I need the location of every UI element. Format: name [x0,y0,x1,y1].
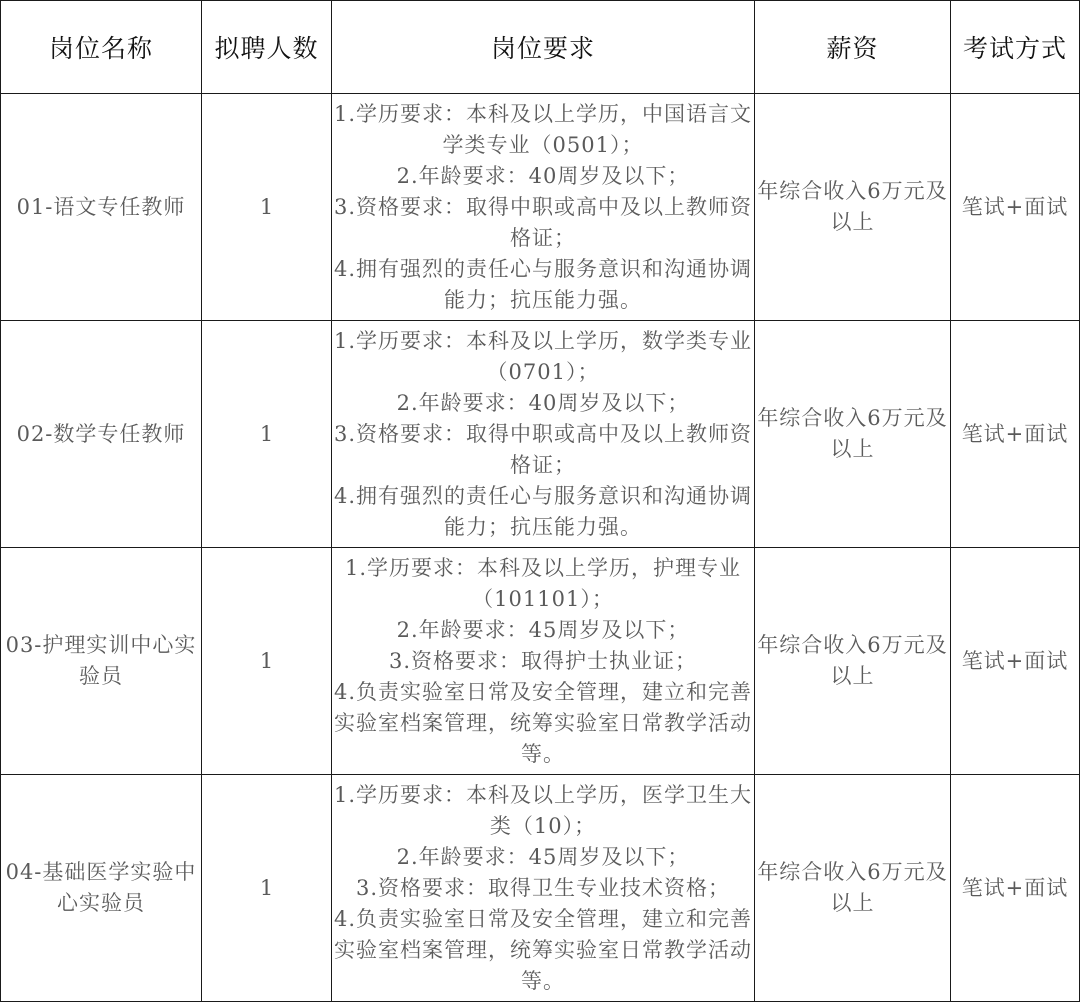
header-row [1,1,1080,94]
requirement-line: 3.资格要求：取得卫生专业技术资格； [355,875,731,900]
requirement-line: 1.学历要求：本科及以上学历，数学类专业（0701）； [333,328,753,384]
exam-method: 笔试+面试 [951,548,1080,775]
table-row [1,775,1080,1002]
header-salary: 薪资 [755,1,951,94]
requirement-line: 4.负责实验室日常及安全管理，建立和完善实验室档案管理，统筹实验室日常教学活动等。 [333,906,753,993]
salary: 年综合收入6万元及以上 [755,94,951,321]
requirement-line: 3.资格要求：取得护士执业证； [388,648,698,673]
requirement-line: 4.拥有强烈的责任心与服务意识和沟通协调能力；抗压能力强。 [333,483,753,539]
hire-count: 1 [202,94,332,321]
header-exam-method: 考试方式 [951,1,1080,94]
requirement-line: 4.拥有强烈的责任心与服务意识和沟通协调能力；抗压能力强。 [333,256,753,312]
requirement-line: 3.资格要求：取得中职或高中及以上教师资格证； [333,421,753,477]
position-name: 04-基础医学实验中心实验员 [1,775,202,1002]
requirements-cell [332,94,755,321]
salary: 年综合收入6万元及以上 [755,775,951,1002]
exam-method: 笔试+面试 [951,94,1080,321]
requirements-cell [332,321,755,548]
position-name: 02-数学专任教师 [1,321,202,548]
header-position-name: 岗位名称 [1,1,202,94]
hire-count: 1 [202,321,332,548]
requirements-cell [332,775,755,1002]
requirement-line: 2.年龄要求：40周岁及以下； [396,390,690,415]
position-name: 03-护理实训中心实验员 [1,548,202,775]
requirements-cell [332,548,755,775]
exam-method: 笔试+面试 [951,775,1080,1002]
requirement-line: 1.学历要求：本科及以上学历，医学卫生大类（10）； [333,782,753,838]
hire-count: 1 [202,548,332,775]
table-row [1,94,1080,321]
table-row [1,321,1080,548]
hire-count: 1 [202,775,332,1002]
requirement-line: 2.年龄要求：45周岁及以下； [396,617,690,642]
header-requirements: 岗位要求 [332,1,755,94]
salary: 年综合收入6万元及以上 [755,548,951,775]
header-hire-count: 拟聘人数 [202,1,332,94]
exam-method: 笔试+面试 [951,321,1080,548]
position-name: 01-语文专任教师 [1,94,202,321]
requirement-line: 2.年龄要求：40周岁及以下； [396,163,690,188]
requirement-line: 4.负责实验室日常及安全管理，建立和完善实验室档案管理，统筹实验室日常教学活动等。 [333,679,753,766]
requirement-line: 3.资格要求：取得中职或高中及以上教师资格证； [333,194,753,250]
salary: 年综合收入6万元及以上 [755,321,951,548]
requirement-line: 1.学历要求：本科及以上学历，中国语言文学类专业（0501）； [333,101,753,157]
requirement-line: 2.年龄要求：45周岁及以下； [396,844,690,869]
requirement-line: 1.学历要求：本科及以上学历，护理专业（101101）； [344,555,742,611]
table-row [1,548,1080,775]
